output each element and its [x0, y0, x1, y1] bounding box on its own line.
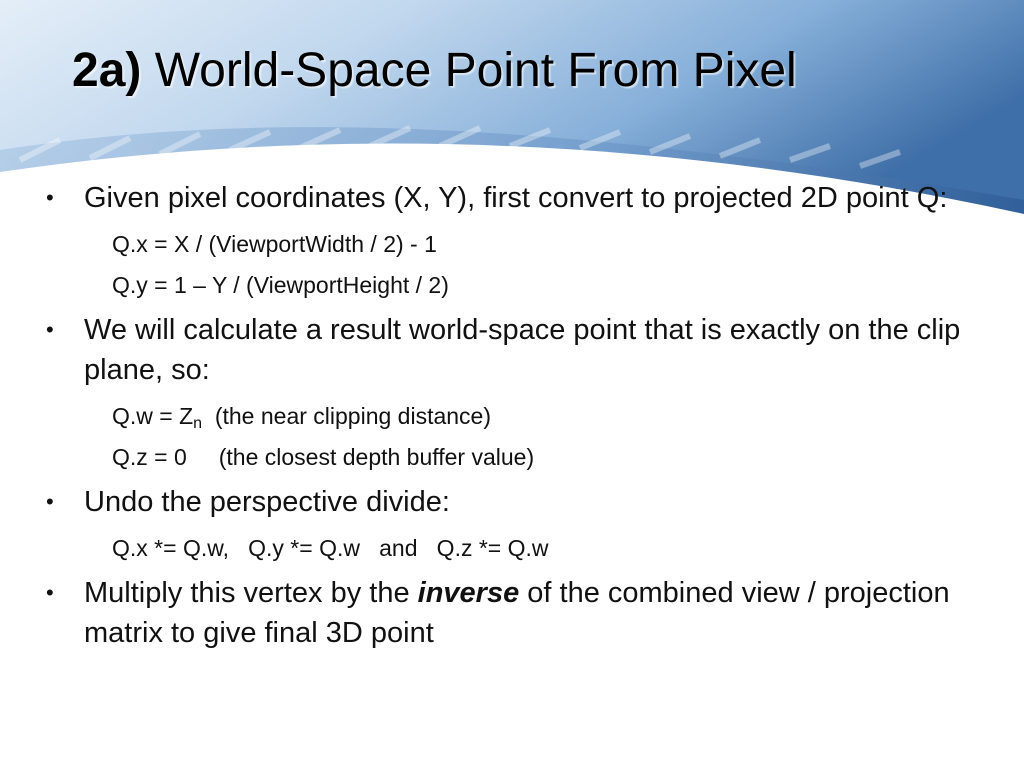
bullet-item	[44, 310, 984, 390]
bullet-dot-icon: •	[46, 580, 54, 605]
sub-item	[44, 396, 984, 437]
slide-title	[72, 40, 797, 102]
sub-item: Q.x = X / (ViewportWidth / 2) - 1	[112, 231, 437, 257]
bullet-text: Undo the perspective divide:	[84, 486, 450, 518]
sub-text: (the near clipping distance)	[202, 403, 491, 429]
bullet-text-part: Multiply this vertex by the	[84, 577, 418, 609]
sub-item: Q.y = 1 – Y / (ViewportHeight / 2)	[112, 272, 449, 298]
bullet-dot-icon: •	[46, 317, 54, 342]
bullet-dot-icon: •	[46, 185, 54, 210]
sub-item: Q.z = 0 (the closest depth buffer value)	[112, 444, 535, 470]
bullet-text: Given pixel coordinates (X, Y), first convert to projected 2D point Q:	[84, 182, 948, 214]
bullet-text-part: of the combined view / projection matrix to give final 3D point	[84, 577, 950, 649]
bullet-dot-icon: •	[46, 489, 54, 514]
title-number: 2a)	[72, 44, 142, 97]
sub-text: Q.w = Z	[112, 403, 194, 429]
sub-item: Q.x *= Q.w, Q.y *= Q.w and Q.z *= Q.w	[112, 535, 549, 561]
bullet-item	[44, 573, 984, 653]
slide-body	[44, 178, 984, 659]
emphasized-text: inverse	[417, 577, 520, 609]
bullet-item	[44, 482, 984, 522]
subscript-text: n	[193, 415, 203, 432]
bullet-text	[84, 577, 950, 649]
title-text: World-Space Point From Pixel	[154, 44, 797, 97]
bullet-text: We will calculate a result world-space point that is exactly on the clip plane, so:	[84, 314, 961, 386]
bullet-item	[44, 178, 984, 218]
